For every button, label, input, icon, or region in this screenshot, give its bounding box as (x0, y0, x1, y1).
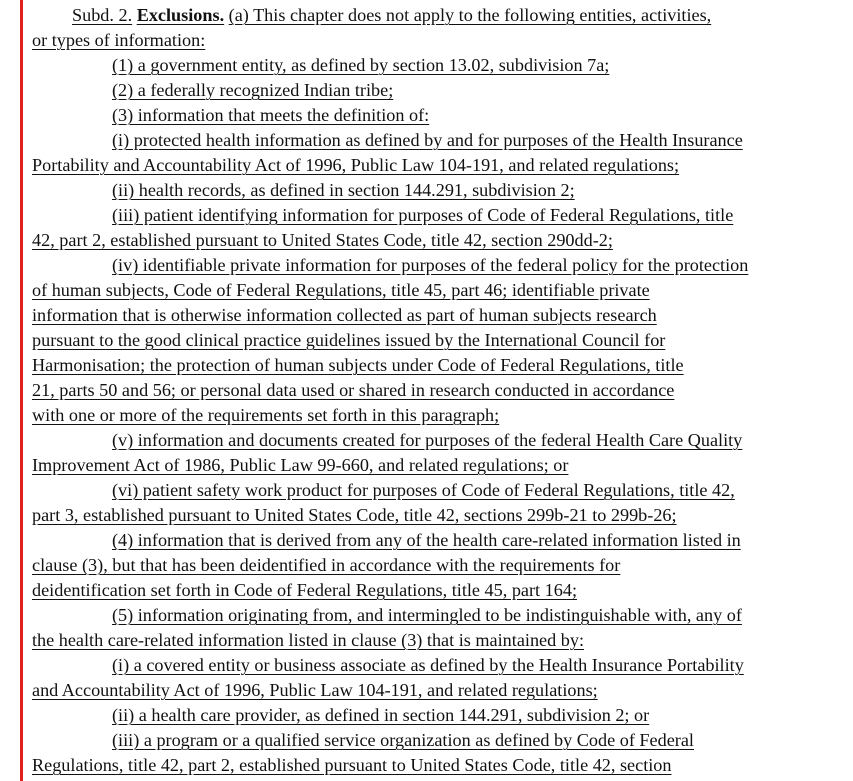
text-line (32, 503, 822, 528)
subdivision-label: Subd. 2. (72, 5, 133, 25)
change-bar (20, 0, 23, 781)
text-line (32, 678, 822, 703)
text-span: Regulations, title 42, part 2, established pursuant to United States Code, title 42, section (32, 755, 672, 775)
text-span: 42, part 2, established pursuant to United States Code, title 42, section 290dd-2; (32, 230, 613, 250)
text-span: (4) information that is derived from any of the health care-related information listed in (112, 530, 741, 550)
text-span: deidentification set forth in Code of Federal Regulations, title 45, part 164; (32, 580, 577, 600)
text-span: (iii) a program or a qualified service organization as defined by Code of Federal (112, 730, 694, 750)
text-line (32, 303, 822, 328)
text-line: (a) This chapter does not apply to the following entities, activities, (228, 5, 712, 25)
text-line (32, 353, 822, 378)
text-line (32, 553, 822, 578)
clause-4 (32, 528, 822, 553)
text-line (32, 28, 822, 53)
text-span: (i) a covered entity or business associate as defined by the Health Insurance Portability (112, 655, 744, 675)
text-span: clause (3), but that has been deidentified in accordance with the requirements for (32, 555, 621, 575)
item-i (32, 128, 822, 153)
text-line (32, 278, 822, 303)
text-span: with one or more of the requirements set forth in this paragraph; (32, 405, 500, 425)
text-line (32, 228, 822, 253)
item-vi (32, 478, 822, 503)
text-span: 21, parts 50 and 56; or personal data used or shared in research conducted in accordance (32, 380, 675, 400)
text-span: (ii) a health care provider, as defined in section 144.291, subdivision 2; or (112, 705, 650, 725)
text-span: (iv) identifiable private information for purposes of the federal policy for the protection (112, 255, 749, 275)
text-span: and Accountability Act of 1996, Public Law 104-191, and related regulations; (32, 680, 598, 700)
clause-2 (32, 78, 822, 103)
text-span: Portability and Accountability Act of 1996, Public Law 104-191, and related regulations; (32, 155, 680, 175)
text-line (32, 403, 822, 428)
text-span: (i) protected health information as defined by and for purposes of the Health Insurance (112, 130, 743, 150)
text-span: (1) a government entity, as defined by section 13.02, subdivision 7a; (112, 55, 610, 75)
text-line (32, 153, 822, 178)
text-line (32, 453, 822, 478)
item-v (32, 428, 822, 453)
clause-1 (32, 53, 822, 78)
subdivision-heading: Exclusions. (136, 5, 225, 25)
item-ii (32, 703, 822, 728)
item-ii (32, 178, 822, 203)
subdivision-heading-line (32, 3, 822, 28)
clause-3 (32, 103, 822, 128)
item-i (32, 653, 822, 678)
item-iv (32, 253, 822, 278)
item-iii (32, 728, 822, 753)
text-span: Improvement Act of 1986, Public Law 99-660, and related regulations; or (32, 455, 569, 475)
text-span: or types of information: (32, 30, 206, 50)
text-span: part 3, established pursuant to United States Code, title 42, sections 299b-21 to 299b-26; (32, 505, 677, 525)
text-line (32, 578, 822, 603)
item-iii (32, 203, 822, 228)
text-line (32, 378, 822, 403)
clause-5 (32, 603, 822, 628)
text-span: (vi) patient safety work product for purposes of Code of Federal Regulations, title 42, (112, 480, 735, 500)
text-line (32, 328, 822, 353)
text-span: (2) a federally recognized Indian tribe; (112, 80, 394, 100)
text-span: pursuant to the good clinical practice guidelines issued by the International Council for (32, 330, 666, 350)
text-span: Harmonisation; the protection of human subjects under Code of Federal Regulations, title (32, 355, 684, 375)
text-line (32, 628, 822, 653)
text-span: (iii) patient identifying information for purposes of Code of Federal Regulations, title (112, 205, 734, 225)
text-span: of human subjects, Code of Federal Regulations, title 45, part 46; identifiable private (32, 280, 650, 300)
text-span: (v) information and documents created for purposes of the federal Health Care Quality (112, 430, 743, 450)
text-line (32, 753, 822, 778)
text-span: (ii) health records, as defined in section 144.291, subdivision 2; (112, 180, 575, 200)
statute-text (32, 3, 822, 778)
text-span: (3) information that meets the definition of: (112, 105, 430, 125)
text-span: the health care-related information listed in clause (3) that is maintained by: (32, 630, 584, 650)
text-span: (5) information originating from, and intermingled to be indistinguishable with, any of (112, 605, 742, 625)
text-span: information that is otherwise information collected as part of human subjects research (32, 305, 657, 325)
